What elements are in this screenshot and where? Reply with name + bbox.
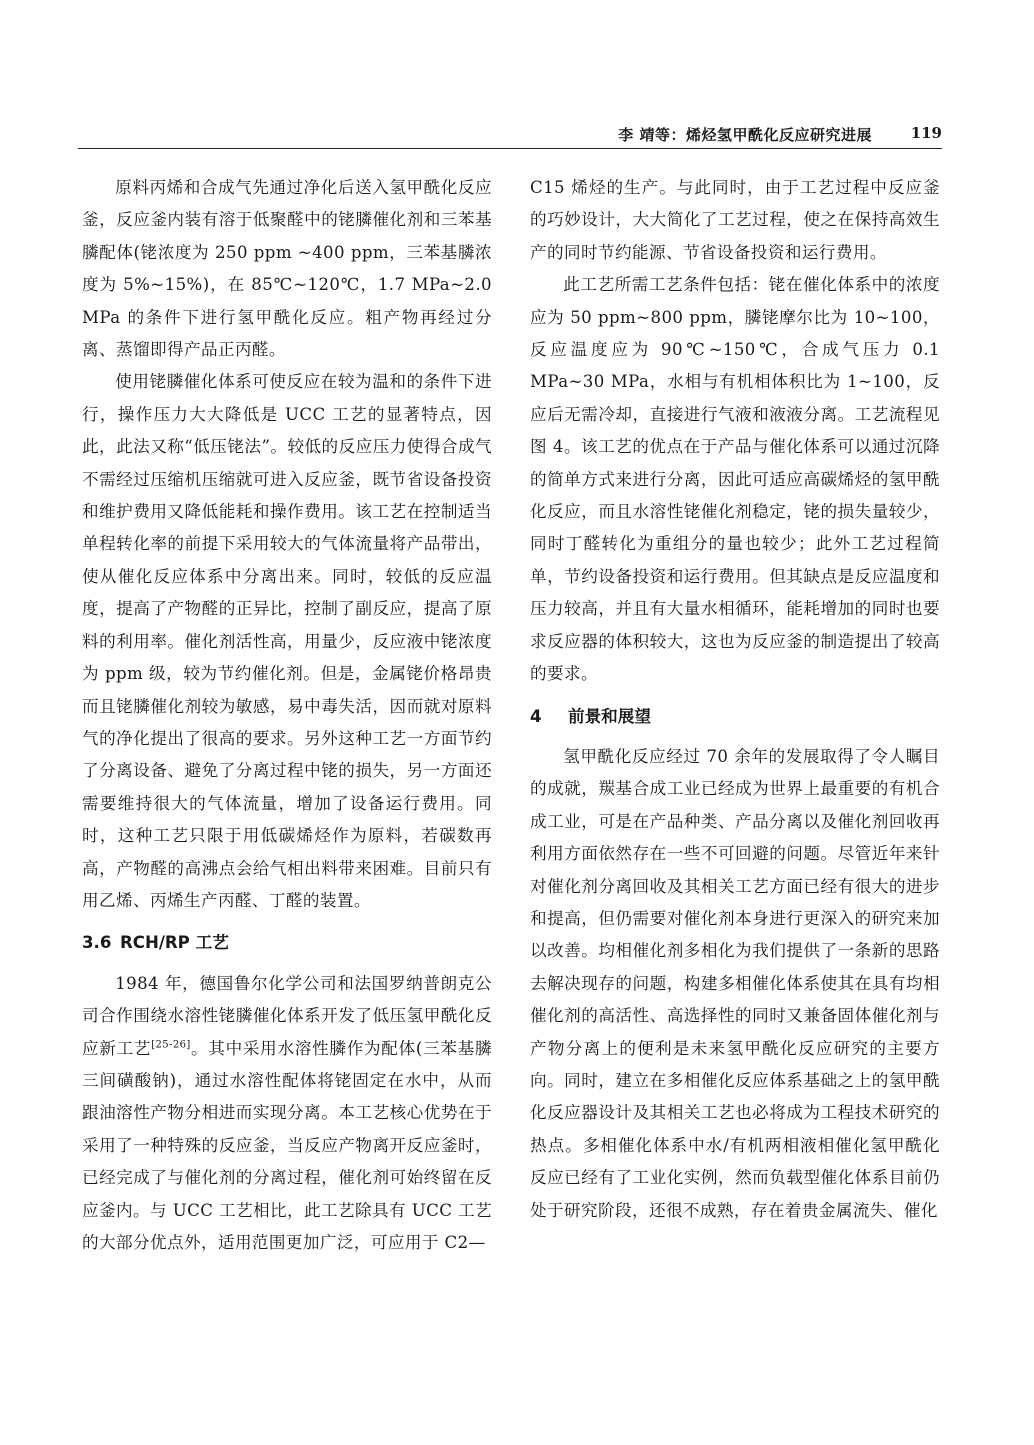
page-number: 119 (910, 124, 942, 142)
paragraph-ucc-features: 使用铑膦催化体系可使反应在较为温和的条件下进行，操作压力大大降低是 UCC 工艺的显著特点，因此，此法又称“低压铑法”。较低的反应压力使得合成气不需经过压缩机压缩就可进入反应釜，既节省设备投资和维护费用又降低能耗和操作费用。该工艺在控制适当单程转化率的前提下采用较大的气体流量将产品带出，使从催化反应体系中分离出来。同时，较低的反应温度，提高了产物醛的正异比，控制了副反应，提高了原料的利用率。催化剂活性高，用量少，反应液中铑浓度为 ppm 级，较为节约催化剂。但是，金属铑价格昂贵而且铑膦催化剂较为敏感，易中毒失活，因而就对原料气的净化提出了很高的要求。另外这种工艺一方面节约了分离设备、避免了分离过程中铑的损失，另一方面还需要维持很大的气体流量，增加了设备运行费用。同时，这种工艺只限于用低碳烯烃作为原料，若碳数再高，产物醛的高沸点会给气相出料带来困难。目前只有用乙烯、丙烯生产丙醛、丁醛的装置。 (82, 372, 492, 910)
running-title: 李 靖等：烯烃氢甲酰化反应研究进展 (618, 126, 872, 144)
section-title: RCH/RP 工艺 (120, 933, 229, 953)
right-column (530, 172, 940, 1412)
paragraph-outlook: 氢甲酰化反应经过 70 余年的发展取得了令人瞩目的成就，羰基合成工业已经成为世界上最重要的有机合成工业，可是在产品种类、产品分离以及催化剂回收再利用方面依然存在一些不可回避的问题。尽管近年来针对催化剂分离回收及其相关工艺方面已经有很大的进步和提高，但仍需要对催化剂本身进行更深入的研究来加以改善。均相催化剂多相化为我们提供了一条新的思路去解决现存的问题，构建多相催化体系使其在具有均相催化剂的高活性、高选择性的同时又兼备固体催化剂与产物分离上的便利是未来氢甲酰化反应研究的主要方向。同时，建立在多相催化反应体系基础之上的氢甲酰化反应器设计及其相关工艺也必将成为工程技术研究的热点。多相催化体系中水/有机两相液相催化氢甲酰化反应已经有了工业化实例，然而负载型催化体系目前仍处于研究阶段，还很不成熟，存在着贵金属流失、催化 (530, 746, 940, 1220)
paragraph-rch-rp-intro (82, 968, 492, 1260)
section-heading-3-6 (82, 917, 492, 967)
section-number: 4 (530, 706, 542, 726)
running-header (78, 118, 942, 149)
left-column (82, 172, 492, 1412)
section-heading-4 (530, 691, 940, 741)
paragraph-text: 1984 年，德国鲁尔化学公司和法国罗纳普朗克公司合作围绕水溶性铑膦催化体系开发了低压氢甲酰化反应新工艺 (82, 973, 492, 1058)
section-title: 前景和展望 (568, 706, 651, 726)
section-number: 3.6 (82, 933, 112, 953)
citation-ref: [25-26] (151, 1039, 191, 1051)
paragraph-rch-rp-continued: C15 烯烃的生产。与此同时，由于工艺过程中反应釜的巧妙设计，大大简化了工艺过程，使之在保持高效生产的同时节约能源、节省设备投资和运行费用。 (530, 178, 940, 262)
paragraph-rch-rp-conditions: 此工艺所需工艺条件包括：铑在催化体系中的浓度应为 50 ppm~800 ppm，膦铑摩尔比为 10~100，反应温度应为 90℃~150℃，合成气压力 0.1 MPa~30 MPa，水相与有机相体积比为 1~100，反应后无需冷却，直接进行气液和液液分离。工艺流程见图 4。该工艺的优点在于产品与催化体系可以通过沉降的简单方式来进行分离，因此可适应高碳烯烃的氢甲酰化反应，而且水溶性铑催化剂稳定，铑的损失量较少，同时丁醛转化为重组分的量也较少；此外工艺过程简单，节约设备投资和运行费用。但其缺点是反应温度和压力较高，并且有大量水相循环，能耗增加的同时也要求反应器的体积较大，这也为反应釜的制造提出了较高的要求。 (530, 275, 940, 684)
paragraph-text: 。其中采用水溶性膦作为配体(三苯基膦三间磺酸钠)，通过水溶性配体将铑固定在水中，从而跟油溶性产物分相进而实现分离。本工艺核心优势在于采用了一种特殊的反应釜，当反应产物离开反应釜时，已经完成了与催化剂的分离过程，催化剂可始终留在反应釜内。与 UCC 工艺相比，此工艺除具有 UCC 工艺的大部分优点外，适用范围更加广泛，可应用于 C2— (82, 1038, 492, 1252)
paragraph-ucc-process: 原料丙烯和合成气先通过净化后送入氢甲酰化反应釜，反应釜内装有溶于低聚醛中的铑膦催化剂和三苯基膦配体(铑浓度为 250 ppm ~400 ppm，三苯基膦浓度为 5%~15%)，在 85℃~120℃，1.7 MPa~2.0 MPa 的条件下进行氢甲酰化反应。粗产物再经过分离、蒸馏即得产品正丙醛。 (82, 178, 492, 360)
